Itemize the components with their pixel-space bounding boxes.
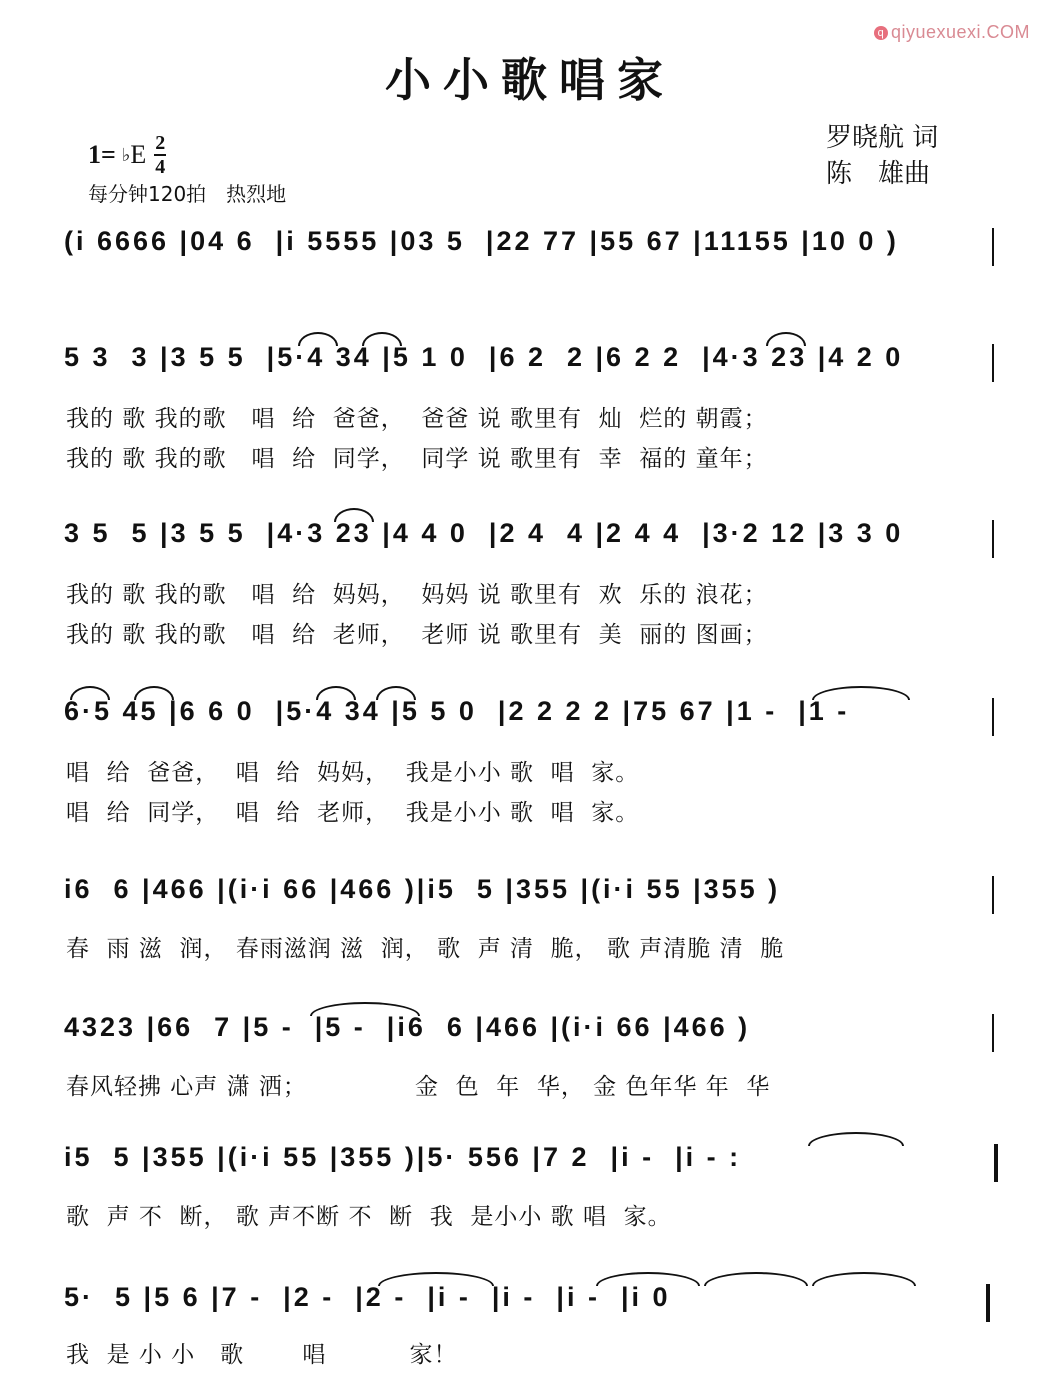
lyric-line: 春风轻拂 心声 潇 洒； 金 色 年 华， 金 色年华 年 华: [66, 1074, 771, 1100]
notation-line: 5· 5 |5 6 |7 - |2 - |2 - |i - |i - |i - |i 0: [64, 1282, 671, 1312]
barline: [992, 520, 994, 558]
slur-mark: [596, 1272, 700, 1286]
slur-mark: [704, 1272, 808, 1286]
slur-mark: [808, 1132, 904, 1146]
lyricist-credit: 罗晓航 词: [826, 123, 939, 153]
site-watermark: [874, 22, 1030, 43]
credits: [826, 120, 938, 192]
time-signature: [154, 132, 166, 178]
lyric-line-verse-2: 唱 给 同学， 唱 给 老师， 我是小小 歌 唱 家。: [66, 800, 640, 826]
lyric-line-verse-1: 我的 歌 我的歌 唱 给 爸爸， 爸爸 说 歌里有 灿 烂的 朝霞；: [66, 406, 768, 432]
notation-line: 4323 |66 7 |5 - |5 - |i6 6 |466 |(i·i 66 |466 ): [64, 1012, 751, 1042]
barline: [992, 1014, 994, 1052]
notation-line: (i 6666 |04 6 |i 5555 |03 5 |22 77 |55 67 |11155 |10 0 ): [64, 226, 899, 256]
key-signature: [88, 132, 166, 178]
barline: [992, 228, 994, 266]
barline: [992, 698, 994, 736]
score-row-7: [0, 1142, 1060, 1230]
song-title: 小小歌唱家: [385, 53, 675, 107]
score-row-5: [0, 874, 1060, 962]
slur-mark: [134, 686, 174, 700]
lyric-line-verse-1: 唱 给 爸爸， 唱 给 妈妈， 我是小小 歌 唱 家。: [66, 760, 640, 786]
score-row-4: [0, 696, 1060, 826]
key-one-equals: 1=: [88, 140, 116, 169]
score-row-1: [0, 226, 1060, 286]
lyric-line-verse-2: 我的 歌 我的歌 唱 给 老师， 老师 说 歌里有 美 丽的 图画；: [66, 622, 768, 648]
score-row-2: [0, 342, 1060, 472]
watermark-text: qiyuexuexi.COM: [890, 22, 1030, 42]
tempo-marking: 每分钟120拍 热烈地: [88, 182, 287, 206]
slur-mark: [376, 686, 416, 700]
score-row-6: [0, 1012, 1060, 1100]
slur-mark: [310, 1002, 420, 1016]
slur-mark: [812, 1272, 916, 1286]
notation-line: i5 5 |355 |(i·i 55 |355 )|5· 556 |7 2 |i - |i - :: [64, 1142, 742, 1172]
lyric-line-verse-2: 我的 歌 我的歌 唱 给 同学， 同学 说 歌里有 幸 福的 童年；: [66, 446, 768, 472]
composer-credit: 陈 雄曲: [826, 159, 931, 189]
slur-mark: [378, 1272, 494, 1286]
lyric-line: 春 雨 滋 润， 春雨滋润 滋 润， 歌 声 清 脆， 歌 声清脆 清 脆: [66, 936, 785, 962]
slur-mark: [766, 332, 806, 346]
lyric-line: [66, 286, 996, 320]
watermark-logo-icon: q: [874, 26, 888, 40]
key-note: E: [130, 140, 147, 169]
slur-mark: [812, 686, 910, 700]
slur-mark: [362, 332, 402, 346]
final-barline: [994, 1144, 998, 1182]
notation-line: i6 6 |466 |(i·i 66 |466 )|i5 5 |355 |(i·i 55 |355 ): [64, 874, 781, 904]
flat-sign: ♭: [121, 144, 131, 165]
slur-mark: [70, 686, 110, 700]
notation-line: 3 5 5 |3 5 5 |4·3 23 |4 4 0 |2 4 4 |2 4 4 |3·2 12 |3 3 0: [64, 518, 904, 548]
score-row-3: [0, 518, 1060, 648]
lyric-line-verse-1: 我的 歌 我的歌 唱 给 妈妈， 妈妈 说 歌里有 欢 乐的 浪花；: [66, 582, 768, 608]
slur-mark: [334, 508, 374, 522]
notation-line: 5 3 3 |3 5 5 |5·4 34 |5 1 0 |6 2 2 |6 2 2 |4·3 23 |4 2 0: [64, 342, 904, 372]
score-row-8: [0, 1282, 1060, 1368]
lyric-line: 我 是 小 小 歌 唱 家！: [66, 1342, 458, 1368]
lyric-line: 歌 声 不 断， 歌 声不断 不 断 我 是小小 歌 唱 家。: [66, 1204, 672, 1230]
final-barline: [986, 1284, 990, 1322]
time-top: 2: [155, 132, 166, 154]
time-bottom: 4: [155, 156, 166, 178]
barline: [992, 876, 994, 914]
slur-mark: [298, 332, 338, 346]
notation-line: 6·5 45 |6 6 0 |5·4 34 |5 5 0 |2 2 2 2 |75 67 |1 - |1 -: [64, 696, 850, 726]
slur-mark: [316, 686, 356, 700]
barline: [992, 344, 994, 382]
